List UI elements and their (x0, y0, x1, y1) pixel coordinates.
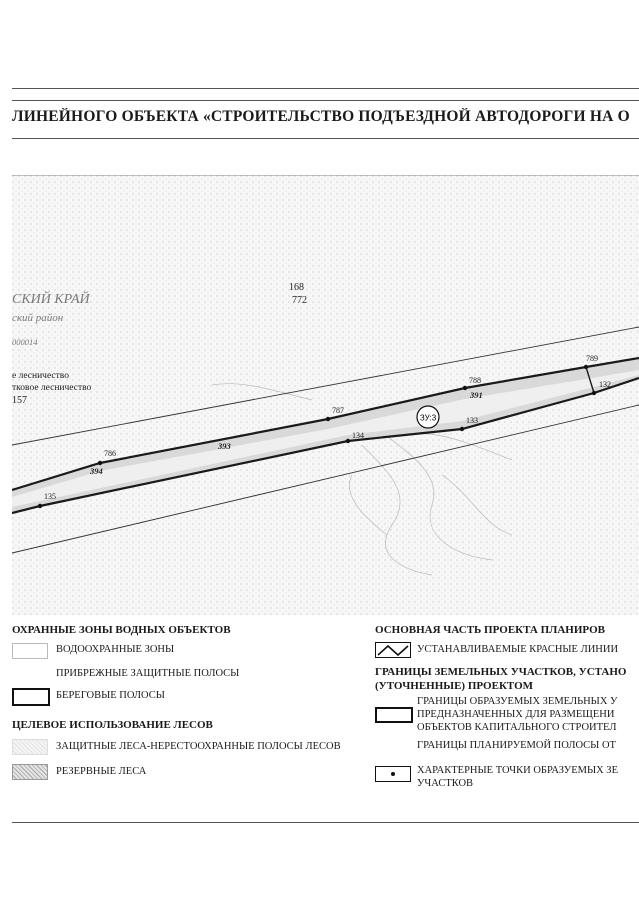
point-133 (460, 427, 464, 431)
legend-water-protection-heading: ОХРАННЫЕ ЗОНЫ ВОДНЫХ ОБЪЕКТОВ (12, 624, 231, 636)
point-787 (326, 417, 330, 421)
point-788 (463, 386, 467, 390)
point-789-label: 789 (586, 354, 598, 363)
coastal-protection-label: ПРИБРЕЖНЫЕ ЗАЩИТНЫЕ ПОЛОСЫ (56, 668, 240, 679)
formed-parcel-label-1: ГРАНИЦЫ ОБРАЗУЕМЫХ ЗЕМЕЛЬНЫХ У (417, 696, 618, 707)
planning-map (12, 175, 639, 615)
formed-parcel-label-3: ОБЪЕКТОВ КАПИТАЛЬНОГО СТРОИТЕЛ (417, 722, 617, 733)
coastal-strip-swatch (12, 688, 50, 706)
cadastral-number-fragment: 000014 (12, 337, 38, 347)
legend-parcel-boundaries-heading-2: (УТОЧНЕННЫЕ) ПРОЕКТОМ (375, 680, 534, 692)
quarter-157-label: 157 (12, 395, 27, 406)
document-title: ЛИНЕЙНОГО ОБЪЕКТА «СТРОИТЕЛЬСТВО ПОДЪЕЗДНОЙ АВТОДОРОГИ НА О (12, 108, 630, 125)
district-label: ский район (12, 312, 64, 324)
point-135-label: 135 (44, 492, 56, 501)
characteristic-point-swatch (375, 766, 411, 782)
red-lines-swatch (375, 642, 411, 658)
point-132-label: 132 (599, 380, 611, 389)
top-rule-2 (12, 100, 639, 101)
point-134 (346, 439, 350, 443)
region-label: СКИЙ КРАЙ (12, 292, 90, 307)
reserve-forest-label: РЕЗЕРВНЫЕ ЛЕСА (56, 766, 147, 777)
planned-strip-label: ГРАНИЦЫ ПЛАНИРУЕМОЙ ПОЛОСЫ ОТ (417, 740, 616, 751)
point-788-label: 788 (469, 376, 481, 385)
quarter-168-label: 168 (289, 282, 304, 293)
reserve-forest-swatch (12, 764, 48, 780)
red-lines-label: УСТАНАВЛИВАЕМЫЕ КРАСНЫЕ ЛИНИИ (417, 644, 619, 655)
title-rule (12, 138, 639, 139)
forestry-label-1: е лесничество (12, 371, 69, 381)
parcel-772-label: 772 (292, 295, 307, 306)
formed-parcel-swatch (375, 707, 413, 723)
parcel-zu3-label: ЗУ:3 (419, 413, 437, 423)
water-zone-swatch (12, 643, 48, 659)
characteristic-point-label-1: ХАРАКТЕРНЫЕ ТОЧКИ ОБРАЗУЕМЫХ ЗЕ (417, 765, 618, 776)
point-133-label: 133 (466, 416, 478, 425)
bottom-rule (12, 822, 639, 823)
point-786-label: 786 (104, 449, 116, 458)
forestry-label-2: тковое лесничество (12, 383, 92, 393)
red-lines-zigzag-icon (376, 643, 410, 657)
contour-394-label: 394 (90, 466, 103, 476)
point-132 (592, 391, 596, 395)
point-787-label: 787 (332, 406, 344, 415)
legend-parcel-boundaries-heading-1: ГРАНИЦЫ ЗЕМЕЛЬНЫХ УЧАСТКОВ, УСТАНО (375, 666, 627, 678)
point-134-label: 134 (352, 431, 364, 440)
legend-main-part-heading: ОСНОВНАЯ ЧАСТЬ ПРОЕКТА ПЛАНИРОВ (375, 624, 605, 636)
protective-forest-swatch (12, 739, 48, 755)
point-789 (584, 365, 588, 369)
characteristic-point-label-2: УЧАСТКОВ (417, 778, 474, 789)
coastal-strip-label: БЕРЕГОВЫЕ ПОЛОСЫ (56, 690, 165, 701)
water-zone-label: ВОДООХРАННЫЕ ЗОНЫ (56, 644, 175, 655)
protective-forest-label: ЗАЩИТНЫЕ ЛЕСА-НЕРЕСТООХРАННЫЕ ПОЛОСЫ ЛЕСОВ (56, 741, 341, 752)
point-786 (98, 461, 102, 465)
point-135 (38, 504, 42, 508)
legend-forest-use-heading: ЦЕЛЕВОЕ ИСПОЛЬЗОВАНИЕ ЛЕСОВ (12, 719, 213, 731)
contour-391-label: 391 (470, 390, 483, 400)
formed-parcel-label-2: ПРЕДНАЗНАЧЕННЫХ ДЛЯ РАЗМЕЩЕНИ (417, 709, 615, 720)
contour-393-label: 393 (218, 441, 231, 451)
dot-icon (391, 772, 395, 776)
top-rule-1 (12, 88, 639, 89)
